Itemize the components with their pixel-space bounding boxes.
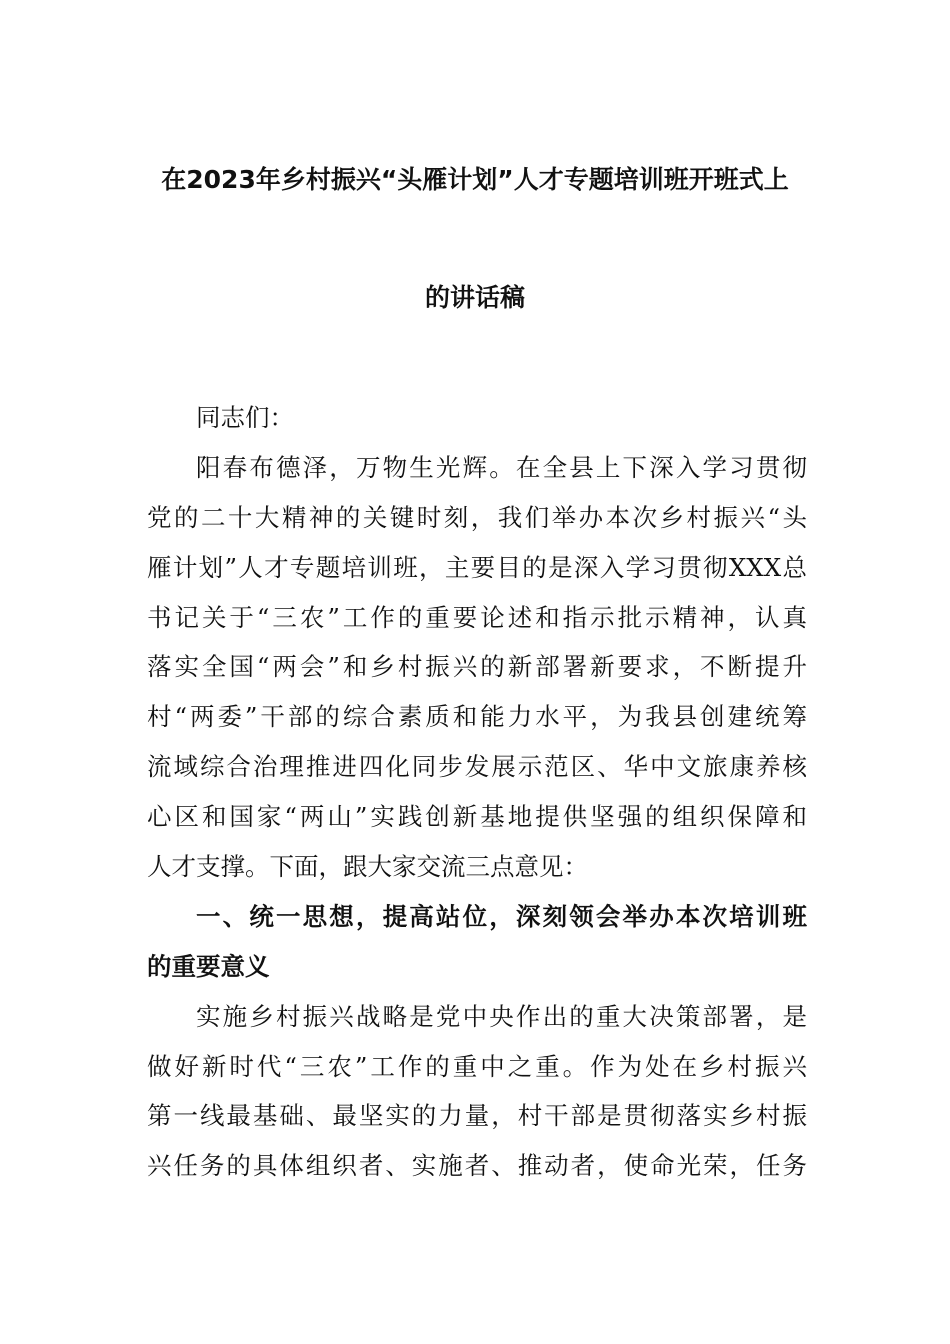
document-body [147, 393, 807, 1191]
paragraph-1-line: 流域综合治理推进四化同步发展示范区、华中文旅康养核 [147, 752, 807, 782]
document-title-line-2: 的讲话稿 [424, 283, 525, 312]
paragraph-2-line: 实施乡村振兴战略是党中央作出的重大决策部署，是 [196, 1001, 807, 1031]
section-heading-1-line: 的重要意义 [147, 951, 270, 981]
document-title-line-1: 在2023年乡村振兴“头雁计划”人才专题培训班开班式上 [161, 165, 789, 194]
paragraph-1-line: 人才支撑。下面，跟大家交流三点意见： [147, 852, 588, 882]
salutation: 同志们： [196, 403, 294, 432]
paragraph-1-line: 阳春布德泽，万物生光辉。在全县上下深入学习贯彻 [196, 452, 807, 482]
paragraph-2-line: 第一线最基础、最坚实的力量，村干部是贯彻落实乡村振 [147, 1101, 807, 1131]
paragraph-1-line: 党的二十大精神的关键时刻，我们举办本次乡村振兴“头 [147, 502, 807, 532]
paragraph-2-line: 做好新时代“三农”工作的重中之重。作为处在乡村振兴 [147, 1051, 807, 1081]
paragraph-1-line: 雁计划”人才专题培训班，主要目的是深入学习贯彻XXX总 [147, 552, 807, 582]
paragraph-1-line: 书记关于“三农”工作的重要论述和指示批示精神，认真 [147, 602, 807, 632]
paragraph-1-line: 落实全国“两会”和乡村振兴的新部署新要求，不断提升 [147, 652, 807, 682]
paragraph-1-line: 村“两委”干部的综合素质和能力水平，为我县创建统筹 [147, 702, 807, 732]
section-heading-1-line: 一、统一思想，提高站位，深刻领会举办本次培训班 [196, 901, 807, 931]
paragraph-1-line: 心区和国家“两山”实践创新基地提供坚强的组织保障和 [147, 802, 807, 832]
paragraph-2-line: 兴任务的具体组织者、实施者、推动者，使命光荣，任务 [147, 1151, 807, 1181]
